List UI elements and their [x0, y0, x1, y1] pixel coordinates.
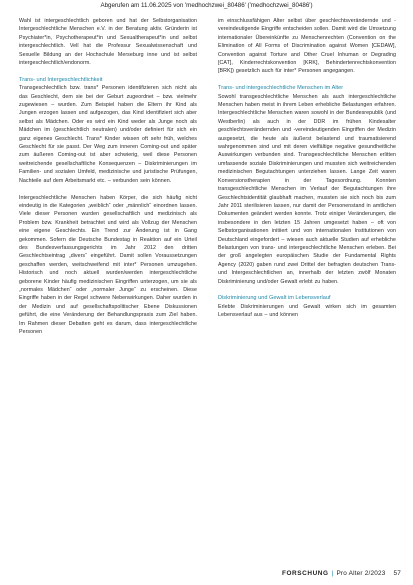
left-column: [19, 17, 197, 336]
paragraph: Transgeschlechtlich bzw. trans* Personen identifizieren sich nicht als das Geschlecht, dem sie bei der Geburt zugeordnet – bzw. vielmehr zugewiesen – wurden. Zum Beispiel haben die Eltern ihr Kind als Jungen erzogen lassen und aufgezogen, das Kind identifiziert sich aber selbst als Mädchen. Oder es wird ein Kind weder als Junge noch als Mädchen im (geschlechtlich neutralen) und/oder definiert für sich ein ganz eigenes Geschlecht. Trans* Kinder wissen oft sehr früh, welches Geschlecht für sie passt. Der Weg zum inneren Coming-out und später zum äußeren Coming-out ist aber schwierig, weil diese Personen weitreichende gesellschaftliche Konsequenzen – Diskriminierungen im Familien- und sozialen Umfeld, medizinische und juristische Prüfungen, Nachteile auf dem Arbeitsmarkt etc. – verbunden sein können.: [19, 85, 197, 184]
paragraph-gap: [19, 67, 197, 75]
paragraph: Sowohl transgeschlechtliche Menschen als auch intergeschlechtliche Menschen haben meist in ihrem Leben erhebliche Belastungen erfahren. Intergeschlechtliche Menschen waren sowohl in der Bundesrepublik (und Westberlin) als auch in der DDR im frühen Kindesalter geschlechtsverändernden und -vereindeutigenden Eingriffen der Medizin ausgesetzt, die heute als äußerst belastend und traumatisierend wahrgenommen sind und mit deren vielfältige negative gesundheitliche Auswirkungen verbunden sind. Transgeschlechtliche Menschen erlitten umfassende soziale Diskriminierungen und mussten sich weitreichenden medizinischen Begutachtungen unterziehen lassen. Lange Zeit waren Konversionstherapien in der Tagesordnung. Konnten transgeschlechtliche Menschen im Verlauf der Begutachtungen ihre Geschlechtsidentität glaubhaft machen, mussten sie sich noch bis zum Jahr 2011 sterilisieren lassen, nur damit der Personenstand in amtlichen Dokumenten geändert werden konnte. Trotz einiger Veränderungen, die insbesondere in den letzten 15 Jahren umgesetzt haben – oft von Selbstorganisationen initiiert und von internationalen Institutionen von Deutschland eingefordert – wiesen auch aktuelle Studien auf erhebliche Belastungen von trans- und intergeschlechtliche Menschen erleben. Bei der groß angelegten europäischen Studie der Fundamental Rights Agency (2020) gaben rund zwei Drittel der befragten deutschen Trans- und Intergeschlechtlichen an, innerhalb der letzten zwölf Monaten Diskriminierung und/oder Gewalt erlebt zu haben.: [218, 93, 396, 285]
footer-separator: |: [331, 570, 334, 577]
paragraph-gap: [19, 185, 197, 193]
issue-label: Pro Alter 2/2023: [336, 570, 386, 577]
section-heading: Trans- und intergeschlechtliche Menschen im Alter: [218, 85, 344, 92]
paragraph-gap: [218, 76, 396, 84]
paragraph: Erlebte Diskriminierungen und Gewalt wirken sich im gesamten Lebensverlauf aus – und können: [218, 303, 396, 319]
right-column: [218, 17, 396, 320]
page-footer: [282, 570, 401, 577]
paragraph: Intergeschlechtliche Menschen haben Körper, die sich häufig nicht eindeutig in die Kategorien „weiblich“ oder „männlich“ einordnen lassen. Viele dieser Personen wurden gesellschaftlich und medizinisch als Problem bzw. Krankheit betrachtet und wird als Vollzug der Menschen eine eigene Geschlechts. Ein Trend zur Änderung ist in Gang gekommen. Sofern die Deutsche Bundestag in Reaktion auf ein Urteil des Bundesverfassungsgerichts im Jahr 2012 den dritten Geschlechtseintrag „divers“ eingeführt. Damit sollen Voraussetzungen geschaffen werden, weitschweifend mit inter* Personen umzugehen. Historisch und noch aktuell wurden/werden intergeschlechtliche geborene Kinder häufig medizinischen Eingriffen unterzogen, um sie als „normales Mädchen“ oder „normaler Junge“ zu erscheinen. Diese Eingriffe haben in der Regel schwere Nebenwirkungen. Daher wurden in der Medizin und auf gesellschaftspolitischer Ebene Diskussionen geführt, die eine Veränderung der Behandlungspraxis zum Ziel haben. Im Rahmen dieser Debatten geht es darum, dass intergeschlechtliche Personen: [19, 194, 197, 335]
section-label: FORSCHUNG: [281, 570, 329, 577]
paragraph: Wahl ist intergeschlechtlich geboren und hat der Selbstorganisation Intergeschlechtliche Menschen e.V. in der Beratung aktiv. Gründerin ist Psychiater*in, Psychotherapeut*in und Sexualtherapeut*in und selbst intergeschlechtlich. Vell hat die Professur Sexualwissenschaft und Sexuelle Bildung an der Hochschule Merseburg inne und ist selbst intergeschlechtlich/endonorm.: [19, 18, 197, 67]
paragraph-gap: [218, 286, 396, 294]
page-number: 57: [393, 570, 401, 577]
paragraph: im einschlussfähigen Alter selbst über geschlechtsverändernde und -vereindeutigende Eingriffe entscheiden sollen. Damit wird die Umsetzung internationaler Übereinkünfte zu Menschenrechten (Convention on the Elimination of All Forms of Discrimination against Women [CEDAW], Convention against Torture and Other Cruel Inhuman or Degrading [CAT], Kinderrechtskonvention [KRK], Behindertenrechtskonvention [BRK]) gesetzlich auch für inter* Personen angegangen.: [218, 18, 396, 75]
download-notice: Abgerufen am 11.06.2025 von 'medhochzwei_80486' ('medhochzwei_80486'): [100, 2, 313, 9]
section-heading: Trans- und Intergeschlechtlichkeit: [19, 76, 103, 83]
section-heading: Diskriminierung und Gewalt im Lebensverlauf: [218, 295, 331, 302]
